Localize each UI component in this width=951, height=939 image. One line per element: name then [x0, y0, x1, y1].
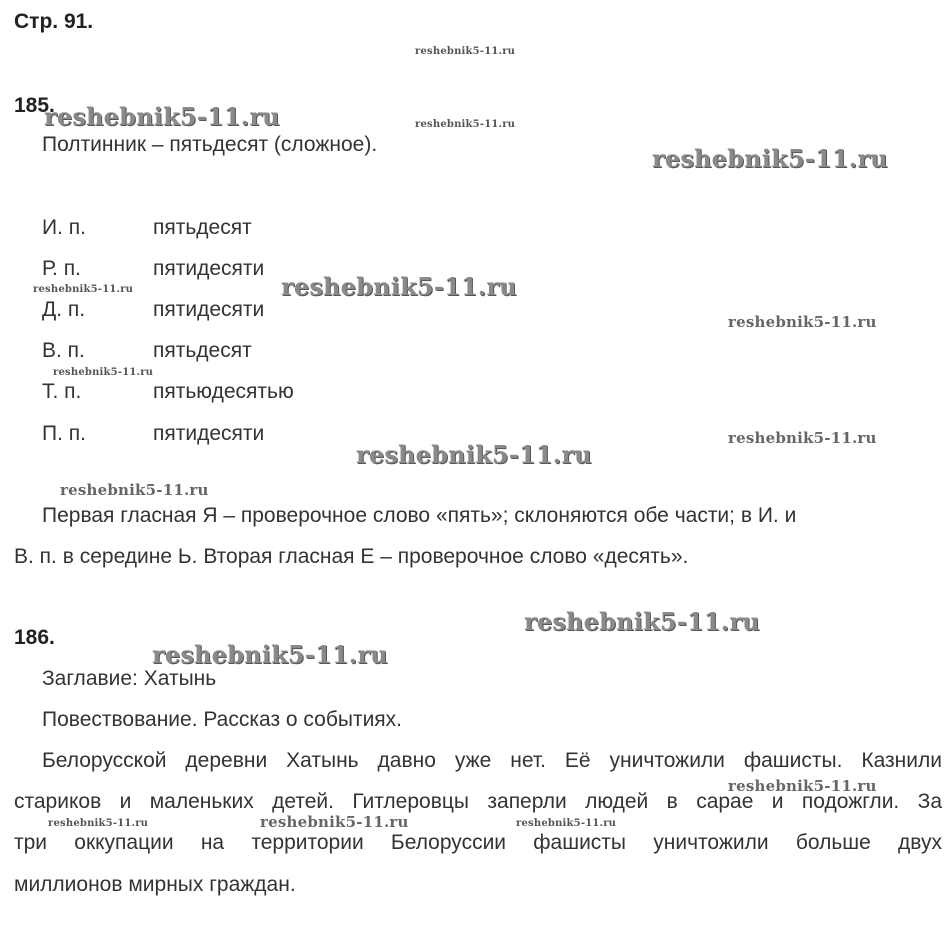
paragraph-line-4: миллионов мирных граждан.	[14, 873, 296, 896]
watermark: reshebnik5-11.ru	[652, 144, 888, 173]
watermark: reshebnik5-11.ru	[152, 640, 388, 669]
watermark: reshebnik5-11.ru	[516, 818, 617, 829]
paragraph-line-1: Белорусской деревни Хатынь давно уже нет. Её уничтожили фашисты. Казнили	[42, 749, 942, 772]
paragraph-line-2: стариков и маленьких детей. Гитлеровцы заперли людей в сарае и подожгли. За	[14, 790, 942, 813]
case-form: пятидесяти	[153, 298, 265, 321]
watermark: reshebnik5-11.ru	[44, 102, 280, 131]
case-label: В. п.	[42, 339, 85, 362]
case-label: И. п.	[42, 216, 86, 239]
watermark: reshebnik5-11.ru	[281, 272, 517, 301]
watermark: reshebnik5-11.ru	[53, 367, 154, 378]
explanation-line-1: Первая гласная Я – проверочное слово «пять»; склоняются обе части; в И. и	[42, 504, 797, 527]
case-label: Д. п.	[42, 298, 86, 321]
watermark: reshebnik5-11.ru	[728, 313, 877, 331]
watermark: reshebnik5-11.ru	[415, 119, 516, 130]
watermark: reshebnik5-11.ru	[728, 429, 877, 447]
exercise-185-intro: Полтинник – пятьдесят (сложное).	[42, 133, 378, 156]
exercise-186-type: Повествование. Рассказ о событиях.	[42, 708, 403, 731]
watermark: reshebnik5-11.ru	[415, 46, 516, 57]
case-form: пятьюдесятью	[153, 380, 294, 403]
case-label: Т. п.	[42, 380, 82, 403]
exercise-186-title: Заглавие: Хатынь	[42, 667, 217, 690]
exercise-185-number: 185.	[14, 94, 55, 117]
case-form: пятидесяти	[153, 422, 265, 445]
page-number: Стр. 91.	[14, 10, 94, 33]
case-label: П. п.	[42, 422, 86, 445]
watermark: reshebnik5-11.ru	[356, 440, 592, 469]
case-form: пятьдесят	[153, 216, 252, 239]
explanation-line-2: В. п. в середине Ь. Вторая гласная Е – проверочное слово «десять».	[14, 545, 689, 568]
watermark: reshebnik5-11.ru	[260, 813, 409, 831]
paragraph-line-3: три оккупации на территории Белоруссии фашисты уничтожили больше двух	[14, 831, 942, 854]
watermark: reshebnik5-11.ru	[524, 607, 760, 636]
case-form: пятьдесят	[153, 339, 252, 362]
exercise-186-number: 186.	[14, 626, 55, 649]
case-label: Р. п.	[42, 257, 81, 280]
watermark: reshebnik5-11.ru	[60, 481, 209, 499]
watermark: reshebnik5-11.ru	[728, 777, 877, 795]
watermark: reshebnik5-11.ru	[33, 284, 134, 295]
watermark: reshebnik5-11.ru	[48, 818, 149, 829]
case-form: пятидесяти	[153, 257, 265, 280]
